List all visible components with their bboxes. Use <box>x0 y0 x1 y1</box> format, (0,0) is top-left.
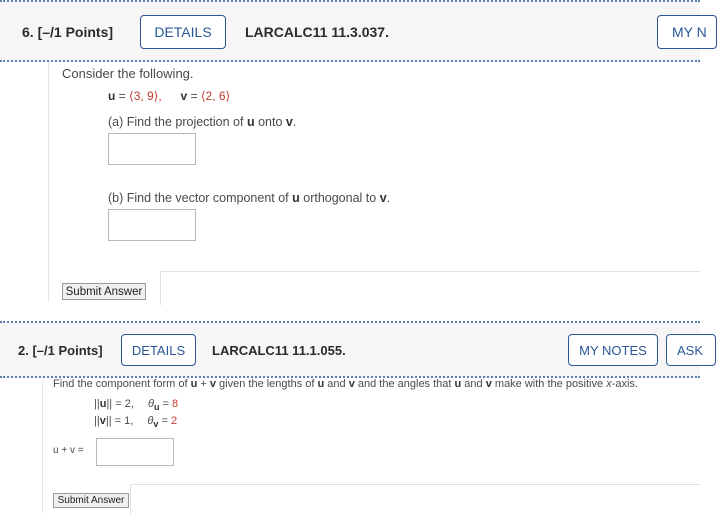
q6-u-eq: = <box>115 89 130 103</box>
q6-u-value: ⟨3, 9⟩, <box>129 89 162 103</box>
q6-part-b-end: . <box>386 191 391 205</box>
q2-prompt-part: make with the positive <box>491 378 607 390</box>
q2-prompt-x: x <box>606 378 612 390</box>
q6-part-b-v: v <box>379 191 387 205</box>
q2-theta-u-sub: u <box>153 402 160 413</box>
q6-body-rule <box>48 62 49 302</box>
q6-v-eq: = <box>187 89 201 103</box>
q2-prompt-part: -axis. <box>611 378 638 390</box>
q6-v-value: ⟨2, 6⟩ <box>200 89 231 103</box>
q2-prompt-plus: + <box>197 378 210 390</box>
q2-theta-u-eq: = <box>159 398 173 410</box>
q6-part-a-prefix: (a) Find the projection of <box>108 115 247 129</box>
q6-course-code: LARCALC11 11.3.037. <box>245 24 389 40</box>
q2-course-code: LARCALC11 11.1.055. <box>212 343 346 358</box>
q2-theta-v-symbol: θ <box>147 415 154 427</box>
q2-submit-button[interactable]: Submit Answer <box>53 493 129 508</box>
q6-number-label: 6. [–/1 Points] <box>22 24 114 40</box>
q2-theta-v-value: 2 <box>170 415 178 427</box>
q2-prompt-part: Find the component form of <box>53 378 191 390</box>
q2-answer-input[interactable] <box>96 438 174 466</box>
q6-v-label: v <box>180 89 188 103</box>
q6-part-a-mid: onto <box>254 115 286 129</box>
q2-number-label: 2. [–/1 Points] <box>18 343 103 358</box>
q2-norm-u-left: || <box>94 398 100 410</box>
q2-details-button[interactable]: DETAILS <box>121 334 196 366</box>
q6-my-notes-button[interactable]: MY N <box>657 15 717 49</box>
q6-part-b-mid: orthogonal to <box>299 191 380 205</box>
q6-intro: Consider the following. <box>62 66 194 81</box>
q2-theta-v-sub: v <box>153 419 159 430</box>
q2-prompt-and: and <box>461 378 486 390</box>
q2-theta-v-eq: = <box>158 415 171 427</box>
q6-part-b-answer-input[interactable] <box>108 209 196 241</box>
q2-norm-v-var: v <box>99 415 106 427</box>
q6-part-a <box>108 115 296 129</box>
q2-body-rule <box>42 378 43 513</box>
q2-submit-divider <box>130 484 700 485</box>
q2-prompt-u: u <box>317 378 325 390</box>
q2-prompt-part: given the lengths of <box>215 378 318 390</box>
q2-prompt-v: v <box>209 378 216 390</box>
q6-submit-divider-v <box>160 271 161 305</box>
q2-prompt-u: u <box>454 378 462 390</box>
q2-prompt-u: u <box>190 378 198 390</box>
q6-part-b-prefix: (b) Find the vector component of <box>108 191 293 205</box>
q6-part-b <box>108 191 390 205</box>
q2-norm-v-left: || <box>94 415 100 427</box>
q6-u-label: u <box>108 89 116 103</box>
q6-details-button[interactable]: DETAILS <box>140 15 226 49</box>
q2-prompt-v: v <box>485 378 492 390</box>
q6-submit-button[interactable]: Submit Answer <box>62 283 146 300</box>
q6-part-a-end: . <box>292 115 297 129</box>
q2-my-notes-button[interactable]: MY NOTES <box>568 334 658 366</box>
q2-answer-label: u + v = <box>53 445 84 456</box>
q2-theta-u-value: 8 <box>172 398 179 410</box>
q2-prompt-v: v <box>348 378 355 390</box>
q2-norm-v-right: || = 1, <box>105 415 134 427</box>
q6-vectors <box>108 89 230 103</box>
q2-submit-divider-v <box>130 484 131 514</box>
q2-prompt <box>53 378 638 390</box>
q2-given-u <box>94 398 178 412</box>
q6-submit-divider <box>160 271 700 272</box>
q6-part-a-u: u <box>246 115 255 129</box>
q2-norm-u-var: u <box>99 398 107 410</box>
q2-prompt-part: and the angles that <box>354 378 455 390</box>
q2-theta-u-symbol: θ <box>148 398 154 410</box>
q2-given-v <box>94 415 177 429</box>
q2-ask-button[interactable]: ASK <box>666 334 716 366</box>
q6-part-b-u: u <box>292 191 300 205</box>
q6-part-a-v: v <box>285 115 293 129</box>
q6-part-a-answer-input[interactable] <box>108 133 196 165</box>
q2-prompt-and: and <box>324 378 349 390</box>
q2-norm-u-right: || = 2, <box>106 398 134 410</box>
